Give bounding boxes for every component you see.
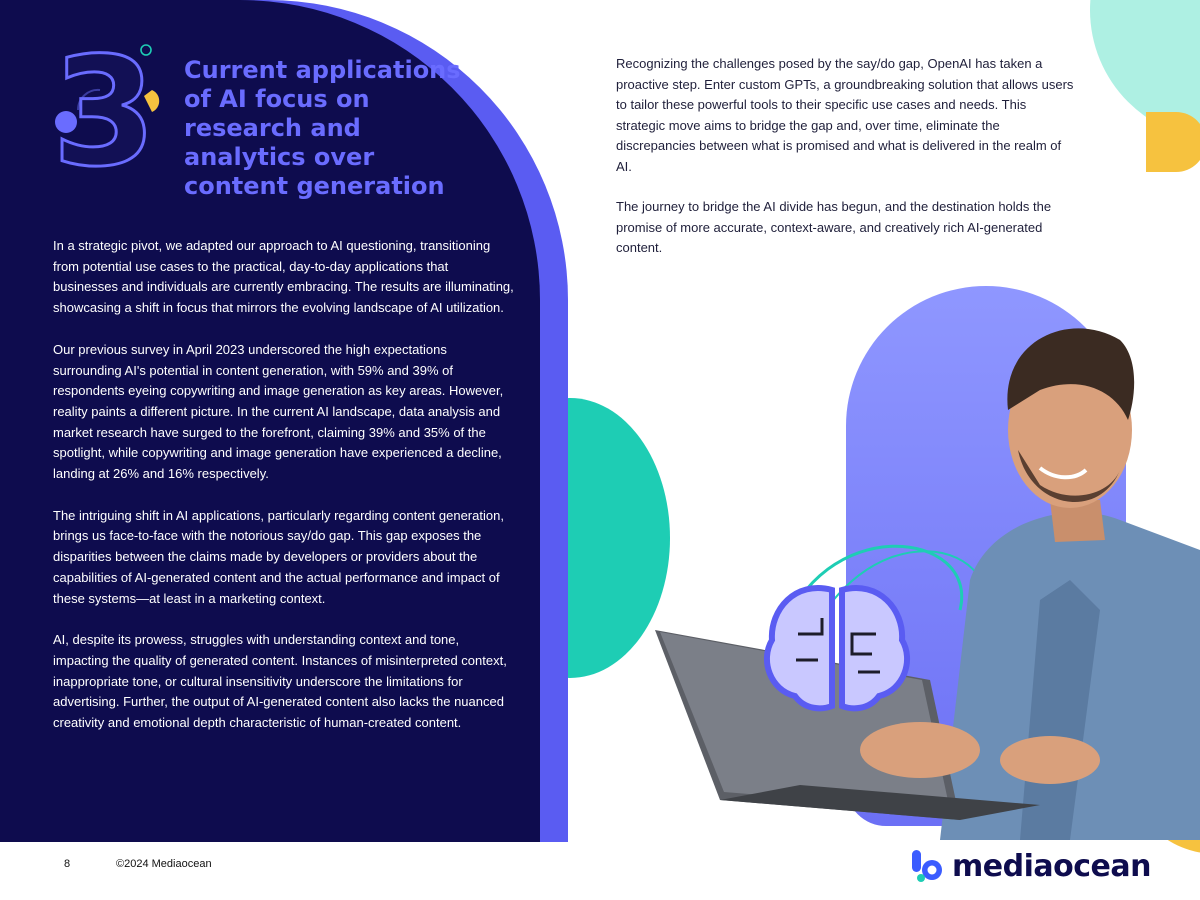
logo-text: mediaocean (952, 848, 1151, 884)
man-with-laptop-photo (600, 280, 1200, 845)
paragraph: The intriguing shift in AI applications, particularly regarding content generation, brings us face-to-face with the notorious say/do gap. This gap exposes the disparities between the claims made by developers or providers about the capabilities of AI-generated content and the actual performance and impact of these systems—at least in a marketing context. (53, 507, 504, 606)
copyright-text: ©2024 Mediaocean (116, 858, 212, 870)
right-body-text (616, 54, 1076, 279)
paragraph: In a strategic pivot, we adapted our approach to AI questioning, transitioning from potential use cases to the practical, day-to-day applications that businesses and individuals are currently embracing. The results are illuminating, showcasing a shift in focus that mirrors the evolving landscape of AI utilization. (53, 238, 514, 316)
page-number: 8 (64, 858, 71, 870)
left-body-text (53, 236, 515, 755)
decorative-yellow-half-circle (1146, 112, 1200, 172)
paragraph: Recognizing the challenges posed by the say/do gap, OpenAI has taken a proactive step. Enter custom GPTs, a groundbreaking solution that allows users to tailor these powerful tools to their specific use cases and needs. This strategic move aims to bridge the gap and, over time, eliminate the discrepancies between what is promised and what is delivered in the realm of AI. (616, 56, 1074, 174)
paragraph: Our previous survey in April 2023 underscored the high expectations surrounding AI's potential in content generation, with 59% and 39% of respondents eyeing copywriting and image generation as key areas. However, reality paints a different picture. In the current AI landscape, data analysis and market research have surged to the forefront, claiming 39% and 35% of the spotlight, while copywriting and image generation have experienced a decline, landing at 26% and 16% respectively. (53, 341, 504, 482)
section-number-graphic (48, 40, 168, 190)
paragraph: AI, despite its prowess, struggles with understanding context and tone, impacting the quality of generated content. Instances of misinterpreted context, inappropriate tone, or cultural insensitivity underscore the limitations for advertising. Further, the output of AI-generated content also lacks the nuanced creativity and emotional depth characteristic of human-created content. (53, 632, 507, 731)
paragraph: The journey to bridge the AI divide has begun, and the destination holds the promise of more accurate, context-aware, and creatively rich AI-generated content. (616, 199, 1052, 255)
mediaocean-logo-icon (910, 848, 946, 884)
section-number: 3 (52, 40, 157, 190)
mediaocean-logo (910, 846, 1151, 886)
section-heading: Current applications of AI focus on research and analytics over content generation (184, 56, 461, 200)
